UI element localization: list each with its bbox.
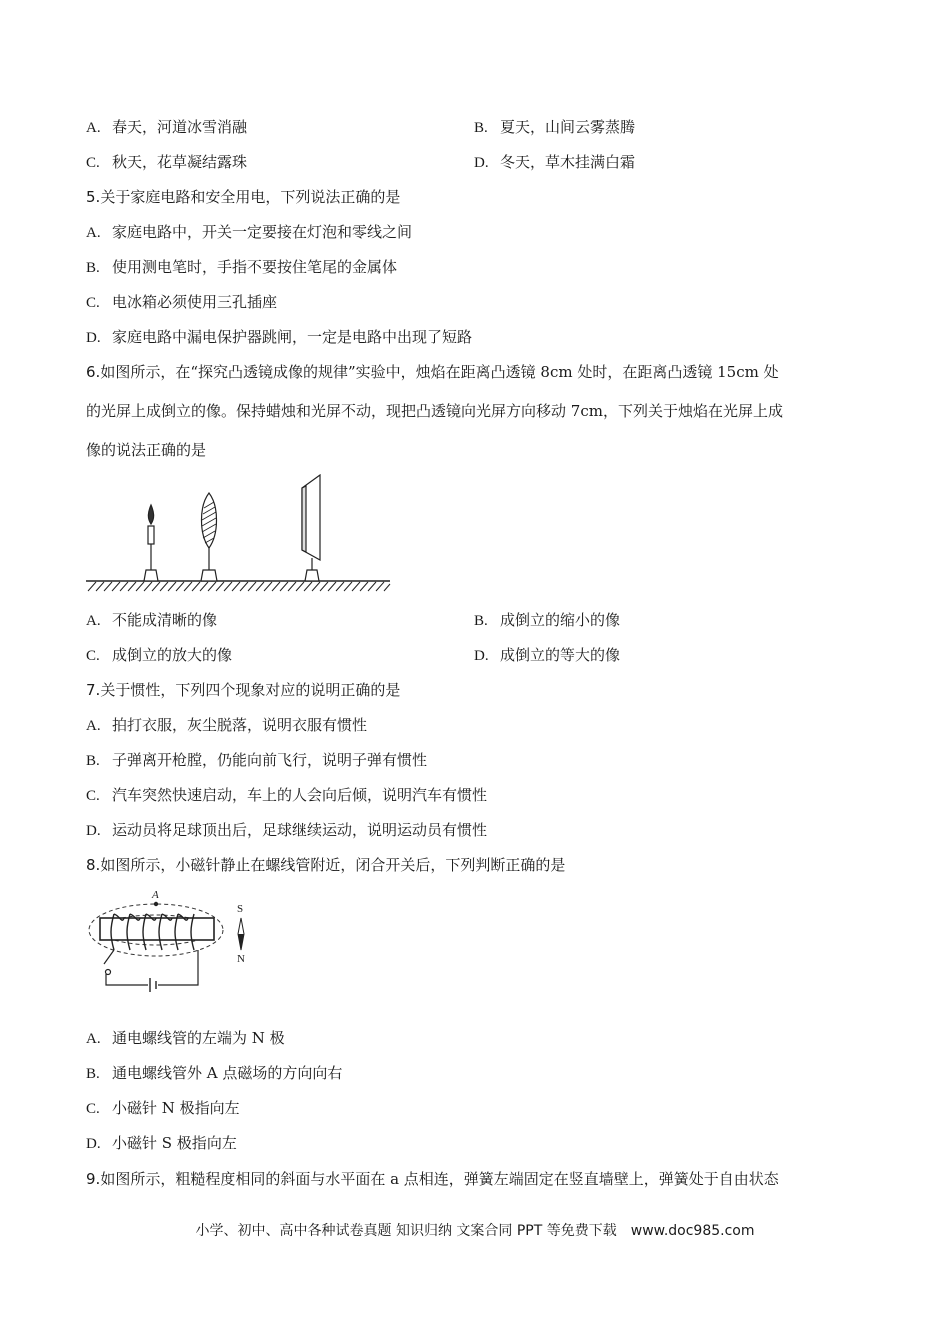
q7-option-a: A. 拍打衣服，灰尘脱落，说明衣服有惯性 (86, 716, 368, 734)
circuit-wire (104, 950, 198, 985)
screen-icon (302, 475, 320, 581)
q8-stem: 8.如图所示，小磁针静止在螺线管附近，闭合开关后，下列判断正确的是 (86, 856, 566, 874)
q4-option-a: A. 春天，河道冰雪消融 (86, 118, 248, 136)
q7-option-c: C. 汽车突然快速启动，车上的人会向后倾，说明汽车有惯性 (86, 786, 488, 804)
point-a-label: A (152, 889, 159, 901)
footer-site-link[interactable]: www.doc985.com (630, 1223, 755, 1239)
q7-option-b: B. 子弹离开枪膛，仍能向前飞行，说明子弹有惯性 (86, 751, 428, 769)
q7-stem: 7.关于惯性，下列四个现象对应的说明正确的是 (86, 681, 401, 699)
q6-figure (84, 474, 394, 596)
q9-stem: 9.如图所示，粗糙程度相同的斜面与水平面在 a 点相连，弹簧左端固定在竖直墙壁上，弹簧处于自由状态 (86, 1170, 779, 1188)
page-footer (0, 1220, 950, 1240)
compass-n-label: N (237, 953, 245, 965)
q7-option-d: D. 运动员将足球顶出后，足球继续运动，说明运动员有惯性 (86, 821, 488, 839)
q6-option-b: B. 成倒立的缩小的像 (474, 611, 621, 629)
solenoid-core (100, 918, 214, 940)
q6-option-a: A. 不能成清晰的像 (86, 611, 218, 629)
q8-figure (86, 884, 266, 999)
q6-option-d: D. 成倒立的等大的像 (474, 646, 621, 664)
q4-option-c: C. 秋天，花草凝结露珠 (86, 153, 248, 171)
q5-option-d: D. 家庭电路中漏电保护器跳闸，一定是电路中出现了短路 (86, 328, 473, 346)
q8-option-a: A. 通电螺线管的左端为 N 极 (86, 1029, 285, 1047)
q6-stem-line2: 的光屏上成倒立的像。保持蜡烛和光屏不动，现把凸透镜向光屏方向移动 7cm，下列关于烛焰在光屏上成 (86, 402, 783, 420)
q6-option-c: C. 成倒立的放大的像 (86, 646, 233, 664)
q5-option-c: C. 电冰箱必须使用三孔插座 (86, 293, 278, 311)
q8-option-c: C. 小磁针 N 极指向左 (86, 1099, 240, 1117)
footer-text: 小学、初中、高中各种试卷真题 知识归纳 文案合同 PPT 等免费下载 (195, 1223, 617, 1239)
q5-option-a: A. 家庭电路中，开关一定要接在灯泡和零线之间 (86, 223, 413, 241)
compass-s-label: S (237, 903, 244, 915)
q5-option-b: B. 使用测电笔时，手指不要按住笔尾的金属体 (86, 258, 398, 276)
q6-stem-line1: 6.如图所示，在“探究凸透镜成像的规律”实验中，烛焰在距离凸透镜 8cm 处时，在距离凸透镜 15cm 处 (86, 363, 779, 381)
q8-option-b: B. 通电螺线管外 A 点磁场的方向向右 (86, 1064, 343, 1082)
q5-stem: 5.关于家庭电路和安全用电，下列说法正确的是 (86, 188, 401, 206)
q4-option-b: B. 夏天，山间云雾蒸腾 (474, 118, 636, 136)
battery-icon (150, 978, 156, 992)
ground-hatch (88, 582, 390, 591)
q6-stem-line3: 像的说法正确的是 (86, 441, 207, 459)
point-a-dot (154, 902, 158, 906)
q4-option-d: D. 冬天，草木挂满白霜 (474, 153, 636, 171)
candle-icon (144, 505, 158, 581)
lens-icon (201, 493, 217, 581)
q8-option-d: D. 小磁针 S 极指向左 (86, 1134, 237, 1152)
